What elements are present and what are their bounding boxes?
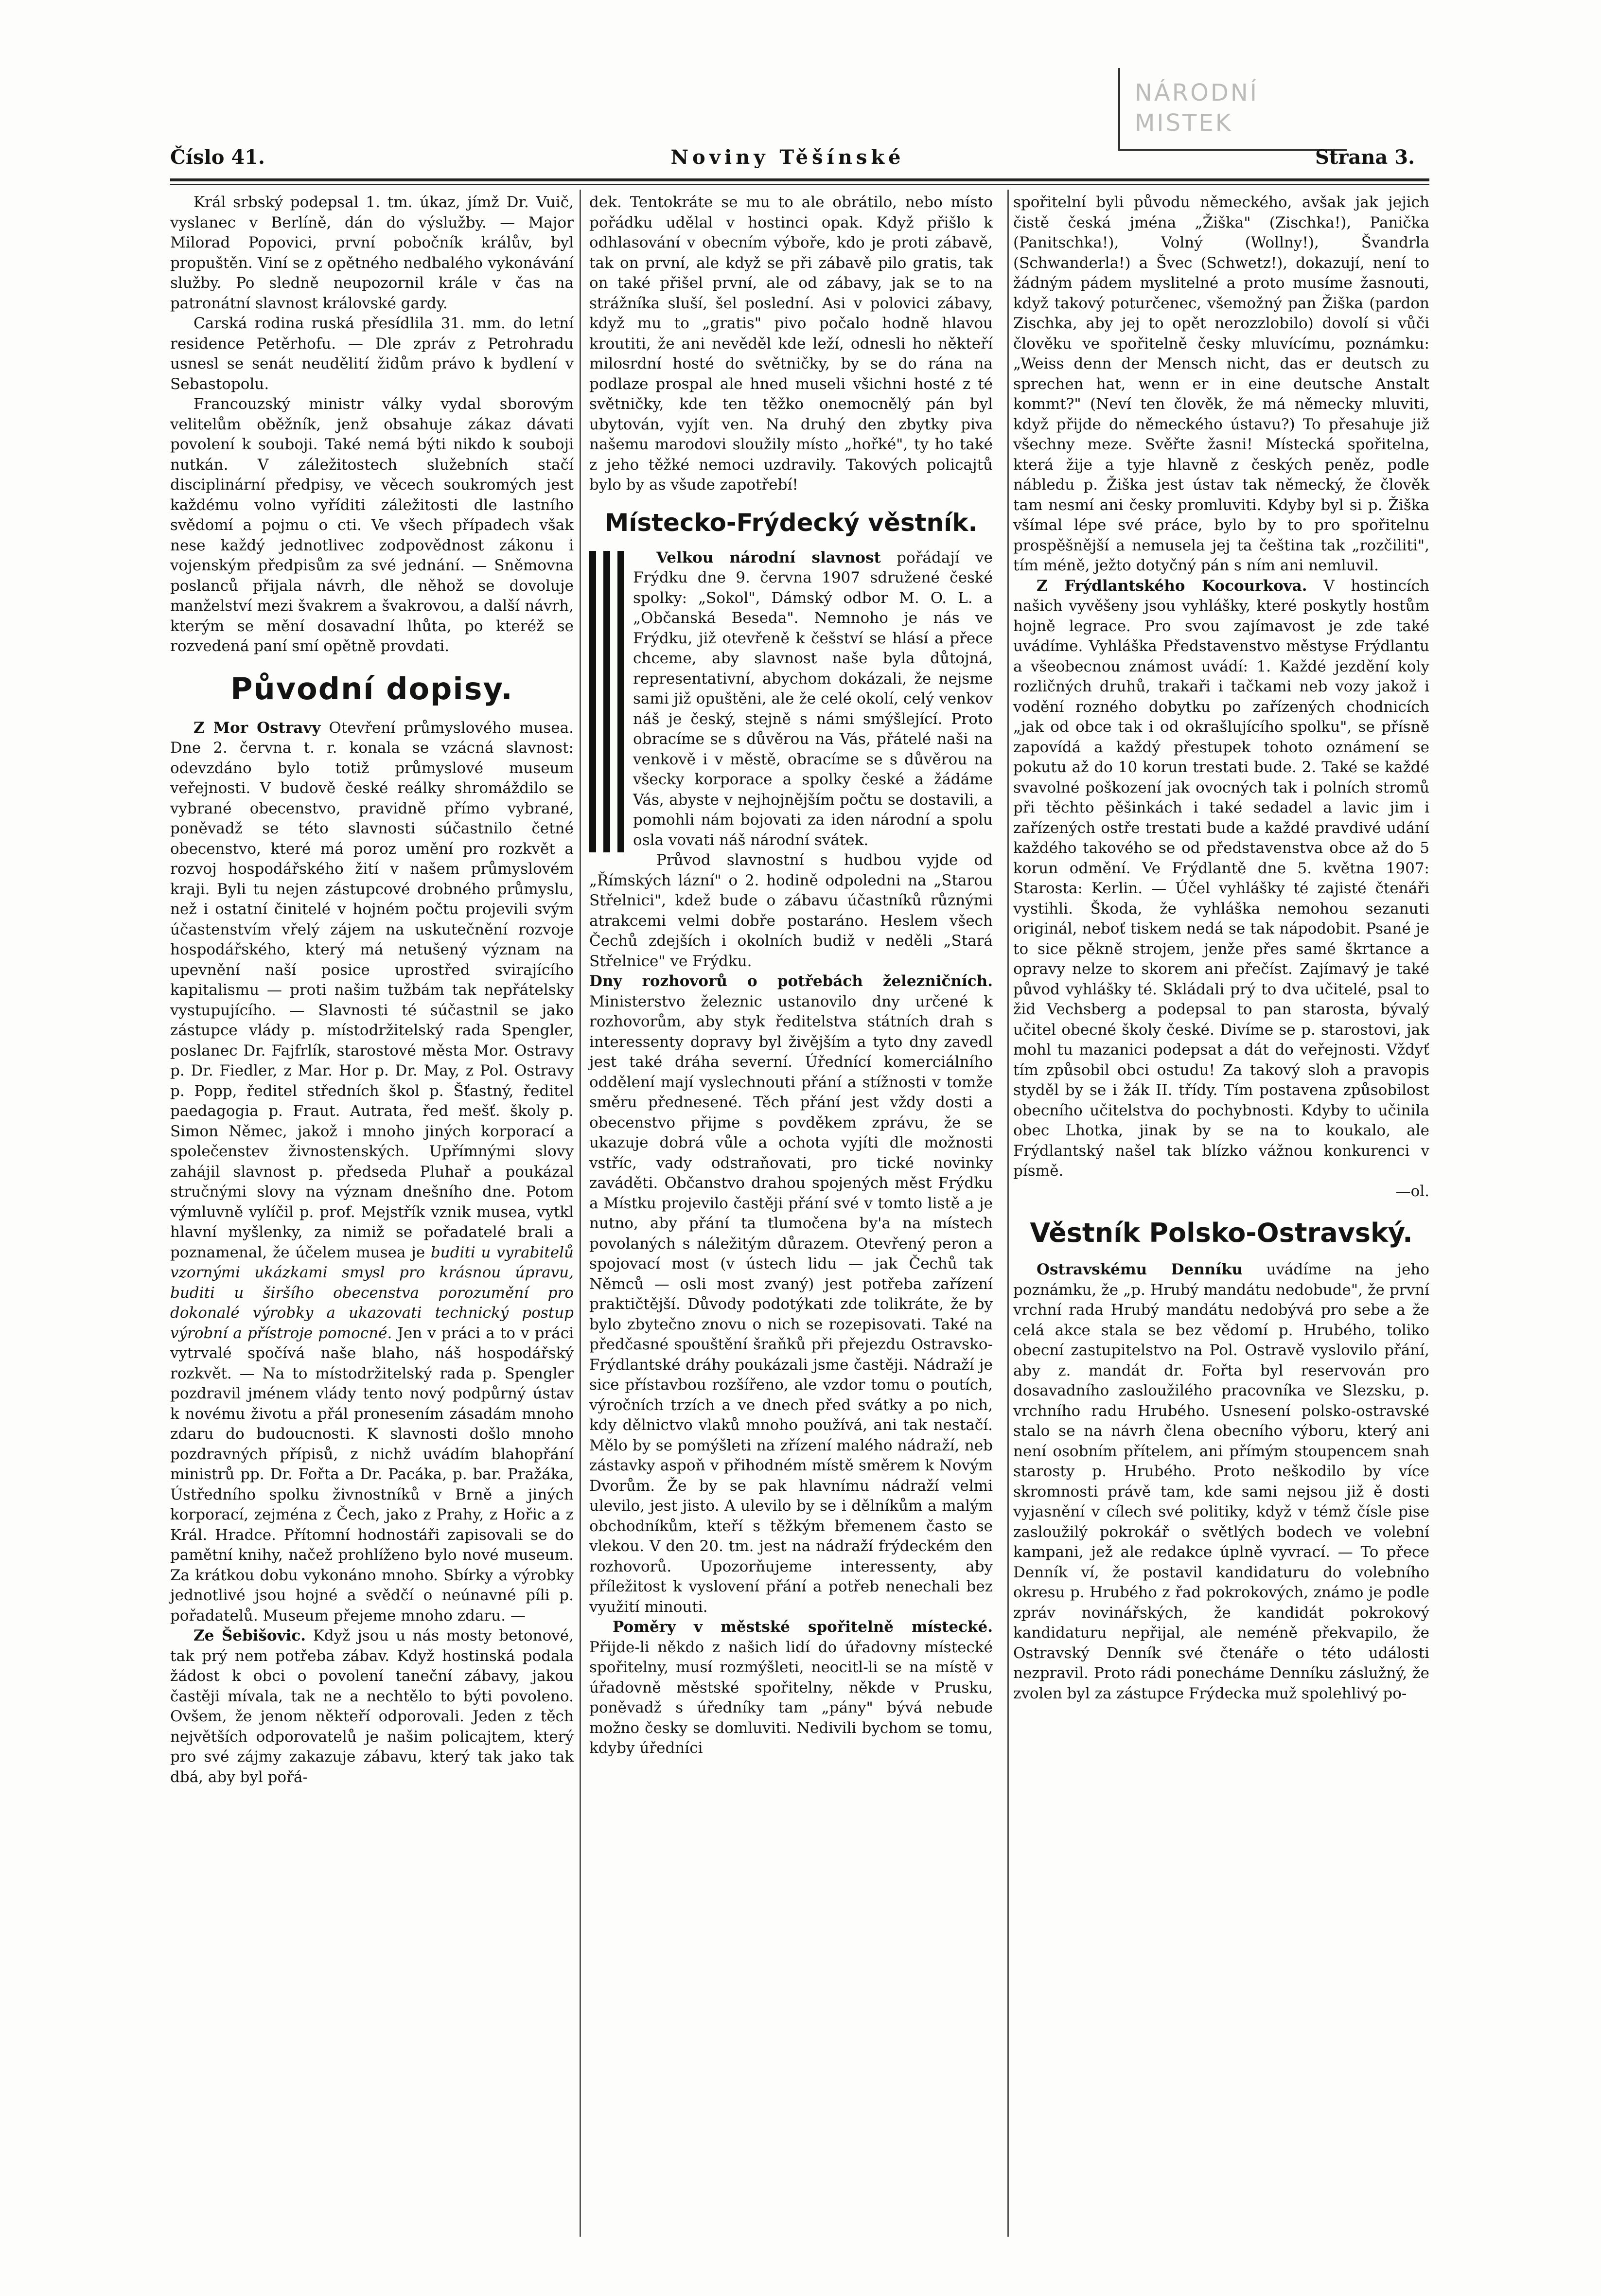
section-heading-mistecko-frydecky: Místecko-Frýdecký věstník. <box>604 508 978 537</box>
article-paragraph: dek. Tentokráte se mu to ale obrátilo, nebo místo pořádku udělal v hostinci opak. Když přišlo k odhlasování v obecním výboře, kdo je proti zábavě, tak on první, ale když se při zábavě pilo gratis, tak on také přišel první, ale od zábavy, jak se to na strážníka sluší, šel poslední. Asi v polovici zábavy, když mu to „gratis" pivo počalo hodně hlavou kroutiti, že ani nevěděl kde leží, odnesli ho někteří milosrdní hosté do světničky, by se do rána na podlaze prospal ale hned museli všichni hosté z té světničky, kde ten těžko onemocnělý pán byl ubytován, vyjít ven. Na druhý den zbytky piva našemu marodovi sloužily místo „hořké", ty ho také z jeho těžké nemoci uzdravily. Takových policajtů bylo by as všude zapotřebí! <box>589 194 993 494</box>
article-paragraph <box>170 718 574 1626</box>
stamp-line-2: MISTEK <box>1135 109 1233 137</box>
section-heading-polsko-ostravsky: Věstník Polsko-Ostravský. <box>1030 1218 1413 1248</box>
article-lead: Poměry v městské spořitelně místecké. <box>613 1618 993 1636</box>
column-left <box>170 193 574 1787</box>
article-paragraph <box>170 1626 574 1787</box>
article-text: Když jsou u nás mosty betonové, tak prý nem potřeba zábav. Když hostinská podala žádost k obci o povolení taneční zábavy, jakou častěji mívala, tak ne a nechtělo to býti povoleno. Ovšem, že jenom někteří odporovali. Jeden z těch největších odporovatelů je našim policajtem, který pro své zájmy zakazuje zábavu, který tak jako tak dbá, aby byl pořá- <box>170 1627 574 1786</box>
article-lead: Dny rozhovorů o potřebách železničních. <box>589 972 993 990</box>
article-lead: Z Frýdlantského Kocourkova. <box>1037 577 1307 595</box>
article-paragraph <box>589 971 993 1617</box>
column-divider <box>580 190 581 2237</box>
article-lead: Ze Šebišovic. <box>194 1627 306 1644</box>
decorative-bars <box>589 551 624 852</box>
newspaper-title: Noviny Těšínské <box>670 146 905 169</box>
article-paragraph <box>589 548 993 851</box>
article-text: uvádíme na jeho poznámku, že „p. Hrubý mandátu nedobude", že první vrchní rada Hrubý mandátu nedobývá pro sebe a že celá akce stala se bez vědomí p. Hrubého, toliko obecní zastupitelstvo na Pol. Ostravě vyslovilo přání, aby z. mandát dr. Fořta byl reservován pro dosavadního zasloužilého pracovníka ve Slezsku, p. vrchního radu Hrubého. Usnesení polsko-ostravské stalo se na návrh člena obecního výboru, který ani není osobním přítelem, ani přímým stoupencem snah starosty p. Hrubého. Proto neškodilo by více skromnosti právě tam, kde sami nejsou již ě dosti vyjasnění v cílech své politiky, když v témž čísle pise zasloužilý pokrokář o světlých bodech ve volební kampani, jež ale redakce úplně vyvrací. — To přece Denník ví, že postavil kandidaturu do volebního okresu p. Hrubého z řad pokrokových, známo je podle zpráv novinářských, že kandidát pokrokový kandidaturu nepřijal, ale neméně překvapilo, že Ostravský Denník své čtenáře o této události nezpravil. Proto rádi ponecháme Denníku záslužný, že zvolen byl za zástupce Frýdecka muž spolehlivý po- <box>1013 1261 1429 1702</box>
stamp-line-1: NÁRODNÍ <box>1135 79 1259 106</box>
article-paragraph: Průvod slavnostní s hudbou vyjde od „Římských lázní" o 2. hodině odpoledni na „Starou Střelnici", kdež bude o zábavu účastníků různými atrakcemi velmi dobře postaráno. Heslem všech Čechů zdejších i okolních budiž v neděli „Stará Střelnice" ve Frýdku. <box>589 851 993 970</box>
article-lead: Z Mor Ostravy <box>194 719 321 737</box>
article-text: V hostincích našich vyvěšeny jsou vyhlášky, které poskytly hostům hojně legrace. Pro svou zajímavost je zde také uvádíme. Vyhláška Představenstvo městyse Frýdlantu a všeobecnou známost uvádí: 1. Každé jezdění koly rozličných druhů, trakaři i tačkami neb vozy jakož i vodění rozného dobytku po zařízených chodnicích „jak od obce tak i od okrašlujícího spolku", se přísně zapovídá a každý přestupek tohoto oznámení se pokutu až do 10 korun trestati bude. 2. Také se každé svavolné poškození jak ovocných tak i polních stromů při těchto pěšinkách i také sedadel a lavic jim i zařízených ostře trestati bude a každé pravdivé udání každého takového se od představenstva obce až do 5 korun odmění. Ve Frýdlantě dne 5. května 1907: Starosta: Kerlin. — Účel vyhlášky té zajisté čtenáři vystihli. Škoda, že vyhláška nemohou sezanuti originál, neboť tiskem nedá se tak nápodobit. Psané je to sice pěkně strojem, jenže přes samé škrtance a opravy nelze to skorem ani přečíst. Zajímavý je také původ vyhlášky té. Skládali prý to dva učitelé, psal to žid Vechsberg a podepsal to pan starosta, bývalý učitel obecné školy české. Divíme se p. starostovi, jak mohl tu mazanici podepsat a dát do veřejnosti. Vždyť tím způsobil obci ostudu! Za takový sloh a pravopis styděl by se i žák II. třídy. Tím postavena způsobilost obecního učitelstva do pochybnosti. Kdyby to učinila obec Lhotka, jinak by se na to koukalo, ale Frýdlantský našel tak blízko vážnou konkurenci v písmě. <box>1013 577 1429 1180</box>
article-text: Přijde-li někdo z našich lidí do úřadovny místecké spořitelny, musí rozmýšleti, neocitl-li se na místě v úřadovně městské spořitelny, někde v Prusku, poněvadž s úředníky tam „pány" bývá nebude možno česky se domluviti. Nedivili bychom se tomu, kdyby úředníci <box>589 1638 993 1757</box>
article-paragraph <box>589 1617 993 1759</box>
article-paragraph: spořitelní byli původu německého, avšak jak jejich čistě česká jména „Žiška" (Zischka!), Panička (Panitschka!), Volný (Wollny!), Švandrla (Schwanderla!) a Švec (Schwetz!), dokazují, není to žádným pádem myslitelné a proto musíme žasnouti, když takový poturčenec, všemožný pan Žiška (pardon Zischka, aby jej to opět nerozzlobilo) dovolí si vůči člověku ve spořitelně česky mluvícímu, poznámku: „Weiss denn der Mensch nicht, das er deutsch zu sprechen hat, wenn er in eine deutsche Anstalt kommt?" (Neví ten člověk, že má německy mluviti, když přijde do německého ústavu?) To přesahuje již všechny meze. Svěřte žasni! Místecká spořitelna, která žije a tyje hlavně z českých peněz, podle nábledu p. Žiška jest ústav tak německý, že člověk tam nesmí ani česky promluviti. Kdyby byl si p. Žiška všímal lépe své práce, bylo by to pro spořitelnu prospěšnější a nemusela jej ta čeština tak „rozčiliti", tím méně, ježto dotyčný pán s ním ani nemluvil. <box>1013 194 1429 574</box>
column-right <box>1013 193 1429 1704</box>
article-paragraph: Carská rodina ruská přesídlila 31. mm. do letní residence Petěrhofu. — Dle zpráv z Petrohradu usnesl se senát neudělití židům právo k bydlení v Sebastopolu. <box>170 315 574 393</box>
library-stamp <box>1118 68 1347 151</box>
article-paragraph <box>1013 1260 1429 1704</box>
article-paragraph: Král srbský podepsal 1. tm. úkaz, jímž Dr. Vuič, vyslanec v Berlíně, dán do výslužby. — Major Milorad Popovici, první pobočník králův, byl propuštěn. Viní se z opětného nedbalého vykonávání služby. Po sledně neupozornil krále v čas na patronátní slavnost královské gardy. <box>170 194 574 312</box>
article-lead: Velkou národní slavnost <box>656 548 881 566</box>
page-number: Strana 3. <box>1315 146 1415 169</box>
header-rule <box>170 178 1429 181</box>
article-signature: —ol. <box>1395 1182 1429 1200</box>
article-paragraph: Francouzský ministr války vydal sborovým velitelům oběžník, jenž obsahuje zákaz dávati povolení k souboji. Také nemá býti nikdo k souboji nutkán. V záležitostech služebních stačí disciplinární předpisy, ve věcech soukromých jest každému volno vyříditi záležitosti dle lastního svědomí a pojmu o cti. Ve všech případech však nese každý jednotlivec zodpovědnost zákonu i vojenským předpisům za své jednání. — Sněmovna poslanců přijala návrh, dle něhož se dovoluje manželství mezi švakrem a švakrovou, a další návrh, kterým se mění dosavadní lhůta, po kteréž se rozvedená paní smí opětně provdati. <box>170 395 574 655</box>
column-middle <box>589 193 993 1759</box>
article-text: pořádají ve Frýdku dne 9. června 1907 sdružené české spolky: „Sokol", Dámský odbor M. O. L. a „Občanská Beseda". Nemnoho je nás ve Frýdku, již otevřeně k češství se hlásí a přece chceme, aby slavnost naše byla důtojná, representativní, abychom dokázali, že nejsme sami již opuštěni, ale že celé okolí, celý venkov náš je český, stejně s námi smýšlející. Proto obracíme se s důvěrou na Vás, přátelé naši na venkově i v městě, obracíme se s důvěrou na všecky korporace a spolky české a žádáme Vás, abyste v nejhojnějším počtu se dostavili, a pomohli nám bojovati za iden národní a spolu osla vovati náš národní svátek. <box>633 548 993 849</box>
section-heading-puvodni-dopisy: Původní dopisy. <box>230 671 513 706</box>
issue-number: Číslo 41. <box>170 146 265 169</box>
column-divider <box>1007 190 1009 2237</box>
article-text: Jen v práci a to v práci vytrvalé spočívá naše blaho, náš hospodářský rozkvět. — Na to místodržitelský rada p. Spengler pozdravil jménem vlády tento nový podpůrný ústav k novému životu a přál pronesením zásadám mnoho zdaru do budoucnosti. K slavnosti došlo mnoho pozdravných přípisů, z nichž uvádím blahopřání ministrů pp. Dr. Fořta a Dr. Pacáka, p. bar. Pražáka, Ústředního spolku živnostníků v Brně a jiných korporací, zejména z Čech, jako z Prahy, z Hořic a z Král. Hradce. Přítomní hodnostáři zapisovali se do pamětní knihy, načež prohlíženo bylo nové museum. Za krátkou dobu vykonáno mnoho. Sbírky a výrobky jednotlivé jsou hojné a svědčí o neúnavné píli p. pořadatelů. Museum přejeme mnoho zdaru. — <box>170 1324 574 1625</box>
article-emphasis: buditi u vyrabitelů vzornými ukázkami smysl pro krásnou úpravu, buditi u širšího obecenstva porozumění pro dokonalé výrobky a ukazovati technický postup výrobní a přístroje pomocné. <box>170 1243 574 1342</box>
article-text: Otevření průmyslového musea. Dne 2. června t. r. konala se vzácná slavnost: odevzdáno bylo totiž průmyslové museum veřejnosti. V budově české reálky shromáždilo se vybrané obecenstvo, pravidně přímo vybrané, poněvadž se této slavnosti súčastnilo četné obecenstvo, které má poroz umění pro rozkvět a rozvoj hospodářského žití v našem průmyslovém kraji. Byli tu nejen zástupcové drobného průmyslu, než i ostatní činitelé v hojném počtu projevili svým účastenstvím vřelý zájem na uskutečnění rozvoje hospodářského, který má netušený význam na upevnění naší posice uprostřed svirajícího kapitalismu — proti našim tužbám tak nepřátelsky vystupujícího. — Slavnosti té súčastnil se jako zástupce vlády p. místodržitelský rada Spengler, poslanec Dr. Fajfrlík, starostové města Mor. Ostravy p. Dr. Fiedler, z Mar. Hor p. Dr. May, z Pol. Ostravy p. Popp, ředitel středních škol p. Šťastný, ředitel paedagogia p. Fraut. Autrata, řed mešť. školy p. Simon Němec, jakož i mnoho jiných korporací a společenstev živnostenských. Upřímnými slovy zahájil slavnost p. předseda Pluhař a poukázal stručnými slovy na význam dnešního dne. Potom výmluvně vylíčil p. prof. Mejstřík vznik musea, vytkl hlavní myšlenky, za nimiž se pořadatelé brali a poznamenal, že účelem musea je <box>170 719 574 1261</box>
article-text: Ministerstvo železnic ustanovilo dny určené k rozhovorům, aby styk ředitelstva státních drah s interessenty dopravy byl živějším a tyto dny zavedl jest také dráha severní. Úřednící komerciálního oddělení mají vyslechnouti přání a stížnosti v tomže směru přednesené. Těch přání jest vždy dosti a obecenstvo přijme s povděkem zprávu, že se ukazuje dobrá vůle a ochota vyjíti dle možnosti vstříc, vady odstraňovati, pro tické novinky zaváděti. Občanstvo drahou spojených měst Frýdku a Místku projevilo častěji přání své v tomto listě a je nutno, aby přání ta tlumočena by'a na místech povolaných s náležitým důrazem. Otevřený peron a spojovací most (v ústech lidu — jak Čechů tak Němců — osli most zvaný) jest potřeba zařízení praktičtější. Důvody podotýkati zde tolikráte, že by bylo zbytečno znovu o nich se rozepisovati. Také na předčasné spouštění šraňků při přejezdu Ostravsko-Frýdlantské dráhy poukázali jsme častěji. Nádraží je sice přístavbou rozšířeno, ale vzdor tomu o poutích, výročních trzích a ve dnech před svátky a po nich, kdy dělnictvo vlaků mnoho používá, ani tak nestačí. Mělo by se pomýšleti na zřízení malého nádraží, neb zástavky aspoň v přihodném místě směrem k Novým Dvorům. Že by se pak hlavnímu nádraží velmi ulevilo, jest jisto. A ulevilo by se i dělníkům a malým obchodníkům, kteří s těžkým břemenem často se vlekou. V den 20. tm. jest na nádraží frýdeckém den rozhovorů. Upozorňujeme interessenty, aby příležitost k vyslovení přání a potřeb nenechali bez využití minouti. <box>589 992 993 1616</box>
article-lead: Ostravskému Denníku <box>1037 1261 1243 1278</box>
header-rule-thin <box>170 184 1429 185</box>
article-paragraph <box>1013 576 1429 1182</box>
